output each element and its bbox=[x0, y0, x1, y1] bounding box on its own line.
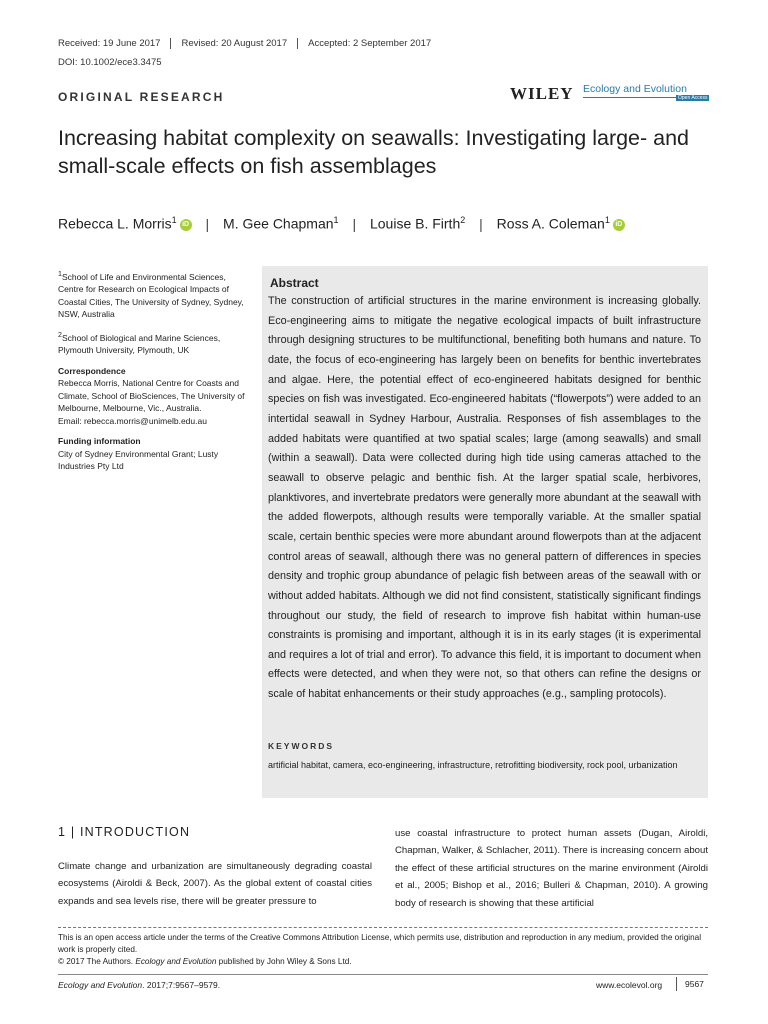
copyright-journal: Ecology and Evolution bbox=[135, 957, 217, 966]
author-affiliation-mark: 1 bbox=[171, 215, 177, 225]
affiliation-2 bbox=[58, 329, 248, 357]
orcid-icon[interactable]: iD bbox=[613, 219, 625, 231]
license-notice bbox=[58, 932, 708, 968]
abstract-text: The construction of artificial structures in the marine environment is increasing globally. Eco-engineering aims to mitigate the negative ecological impacts of built infrastructure through designing structures to be multifunctional, benefiting both humans and nature. To date, the focus of eco-engineering has largely been on benefits for benthic invertebrates and algae. Here, the potential effect of eco-engineered habitats designed for benthic species on fish was investigated. Eco-engineered habitats (“flowerpots”) were added to an intertidal seawall in Sydney Harbour, Australia. Responses of fish assemblages to the added habitats were quantified at two spatial scales; large (among seawalls) and small (within a seawall). Data were collected during high tide using cameras attached to the seawall to observe pelagic and benthic fish. At the larger spatial scale, herbivores, planktivores, and invertebrate predators were generally more abundant at the seawall with the added flowerpots, although results were temporally variable. At the smaller spatial scale, certain benthic species were more abundant around flowerpots than at the adjacent control areas of seawall, although there was no general pattern of differences in species density and trophic group abundance of pelagic fish between areas of the seawall with or without added habitats. Although we did not find consistent, statistically significant findings throughout our study, the field of research to improve fish habitat within human-use constraints is promising and important, although it is in its early stages (it is experimental and requires a lot of trial and error). To advance this field, it is important to document when effects were detected, and when they were not, so that others can refine the designs or scale of habitat enhancements or their study approaches (e.g., sampling protocols). bbox=[268, 295, 701, 701]
orcid-icon[interactable]: iD bbox=[180, 219, 192, 231]
affiliation-1 bbox=[58, 268, 248, 321]
keywords-text: artificial habitat, camera, eco-engineering, infrastructure, retrofitting biodiversity, rock pool, urbanization bbox=[268, 760, 678, 770]
publisher-logo: WILEY bbox=[510, 84, 574, 103]
open-access-badge: Open Access bbox=[678, 95, 708, 101]
correspondence-heading: Correspondence bbox=[58, 365, 126, 376]
footer-divider bbox=[58, 974, 708, 975]
affiliation-mark: 1 bbox=[58, 270, 62, 278]
author-list bbox=[58, 215, 625, 232]
author-separator: | bbox=[205, 215, 210, 232]
correspondence-email[interactable]: Email: rebecca.morris@unimelb.edu.au bbox=[58, 415, 207, 426]
footer-journal: Ecology and Evolution bbox=[58, 980, 143, 990]
affiliation-text: School of Life and Environmental Sciences, Centre for Research on Ecological Impacts of Coastal Cities, The University of Sydney, Sydney, NSW, Australia bbox=[58, 271, 244, 320]
copyright-line bbox=[58, 956, 708, 968]
page-number: 9567 bbox=[676, 977, 704, 991]
journal-name: Ecology and Evolution bbox=[583, 83, 687, 95]
keywords-heading: KEYWORDS bbox=[268, 741, 335, 751]
article-dates bbox=[58, 38, 441, 49]
author-info-column bbox=[58, 268, 248, 481]
affiliation-mark: 2 bbox=[58, 330, 62, 339]
footer-citation bbox=[58, 980, 220, 990]
author-affiliation-mark: 1 bbox=[333, 215, 339, 225]
author-name: Ross A. Coleman bbox=[496, 215, 605, 232]
license-text: This is an open access article under the terms of the Creative Commons Attribution License, which permits use, distribution and reproduction in any medium, provided the original work is properly cited. bbox=[58, 933, 702, 954]
section-tag: ORIGINAL RESEARCH bbox=[58, 90, 225, 104]
footer-volume: . 2017;7:9567–9579. bbox=[142, 980, 221, 990]
copyright-publisher: published by John Wiley & Sons Ltd. bbox=[218, 957, 352, 966]
footer-url[interactable]: www.ecolevol.org bbox=[596, 980, 663, 990]
doi[interactable]: DOI: 10.1002/ece3.3475 bbox=[58, 57, 162, 68]
author-name: Louise B. Firth bbox=[369, 215, 461, 232]
article-title: Increasing habitat complexity on seawalls: Investigating large- and small-scale effects on fish assemblages bbox=[58, 126, 690, 178]
author-affiliation-mark: 1 bbox=[604, 215, 610, 225]
correspondence-text: Rebecca Morris, National Centre for Coasts and Climate, School of BioSciences, The University of Melbourne, Melbourne, Vic., Australia. bbox=[58, 378, 245, 414]
abstract-heading: Abstract bbox=[270, 276, 319, 290]
introduction-heading: 1 | INTRODUCTION bbox=[58, 825, 191, 839]
license-divider bbox=[58, 927, 708, 928]
received-date: Received: 19 June 2017 bbox=[58, 38, 161, 49]
author-name: Rebecca L. Morris bbox=[58, 215, 172, 232]
author-name: M. Gee Chapman bbox=[223, 215, 334, 232]
introduction-right-column: use coastal infrastructure to protect human assets (Dugan, Airoldi, Chapman, Walker, & Schlacher, 2011). There is increasing concern about the effect of these artificial structures on the marine environment (Airoldi et al., 2005; Bishop et al., 2016; Bulleri & Chapman, 2010). A growing body of research is showing that these artificial bbox=[395, 828, 708, 909]
author-separator: | bbox=[352, 215, 357, 232]
revised-date: Revised: 20 August 2017 bbox=[170, 38, 297, 49]
author-separator: | bbox=[479, 215, 483, 232]
affiliation-text: School of Biological and Marine Sciences, Plymouth University, Plymouth, UK bbox=[58, 332, 221, 356]
funding-text: City of Sydney Environmental Grant; Lusty Industries Pty Ltd bbox=[58, 448, 219, 472]
copyright-text: © 2017 The Authors. bbox=[58, 957, 134, 966]
funding-heading: Funding information bbox=[58, 436, 141, 447]
accepted-date: Accepted: 2 September 2017 bbox=[297, 38, 441, 49]
author-affiliation-mark: 2 bbox=[460, 215, 466, 225]
introduction-left-column: Climate change and urbanization are simultaneously degrading coastal ecosystems (Airoldi & Beck, 2007). As the global extent of coastal cities expands and sea levels rise, there will be greater pressure to bbox=[58, 861, 372, 907]
